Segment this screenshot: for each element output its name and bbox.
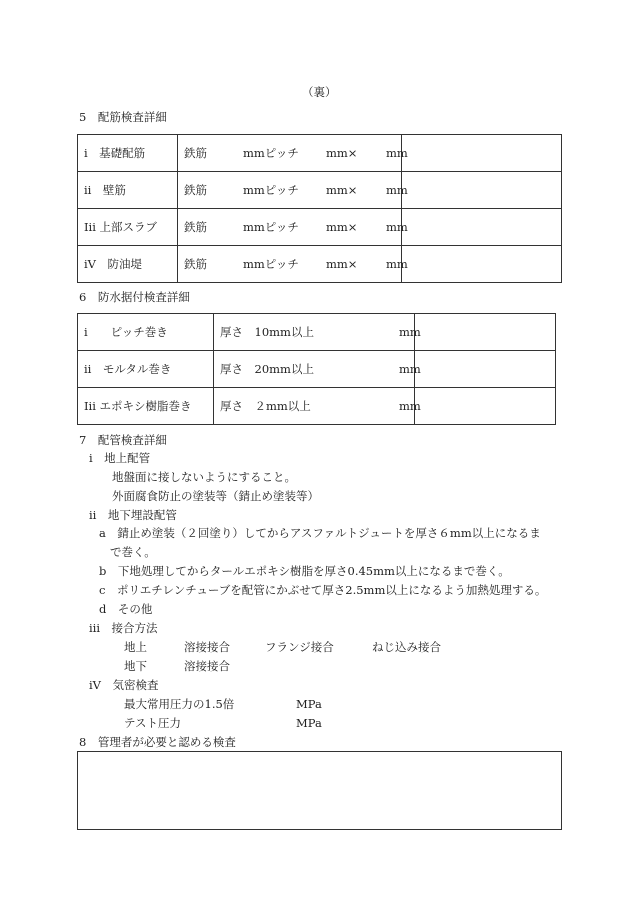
rebar-inspection-table [77,134,562,283]
remarks-cell[interactable] [402,209,562,246]
underground-item-a-cont: で巻く。 [110,545,156,559]
rebar-spec-cell[interactable]: 鉄筋 mmピッチ mm× mm [178,135,402,172]
remarks-cell[interactable] [402,172,562,209]
underground-piping-title: ⅱ 地下埋設配管 [89,508,177,522]
table-row [78,246,562,283]
thickness-spec-cell[interactable]: 厚さ ２mm以上 mm [214,388,415,425]
above-ground-note-1: 地盤面に接しないようにすること。 [112,470,296,484]
joint-method-title: ⅲ 接合方法 [89,621,158,635]
joint-below-label: 地下 [124,659,147,673]
table-row [78,135,562,172]
row-label: ⅰ ピッチ巻き [78,314,214,351]
table-row [78,314,556,351]
above-ground-piping-title: ⅰ 地上配管 [89,451,151,465]
above-ground-note-2: 外面腐食防止の塗装等（錆止め塗装等） [112,489,319,503]
row-label: Ⅰii 上部スラブ [78,209,178,246]
test-pressure-label: テスト圧力 [124,716,182,730]
row-label: ⅱ モルタル巻き [78,351,214,388]
underground-item-c: c ポリエチレンチューブを配管にかぶせて厚さ2.5mm以上になるよう加熱処理する。 [99,583,547,597]
remarks-cell[interactable] [402,246,562,283]
table-row [78,388,556,425]
row-label: ⅰ 基礎配筋 [78,135,178,172]
section-8-heading: 8 管理者が必要と認める検査 [79,735,236,749]
remarks-cell[interactable] [415,314,556,351]
rebar-spec-cell[interactable]: 鉄筋 mmピッチ mm× mm [178,246,402,283]
table-row [78,351,556,388]
max-pressure-label: 最大常用圧力の1.5倍 [124,697,235,711]
row-label: ⅱ 壁筋 [78,172,178,209]
section-6-heading: 6 防水据付検査詳細 [79,290,190,304]
joint-above-label: 地上 [124,640,147,654]
remarks-cell[interactable] [415,351,556,388]
joint-below-welded-option[interactable]: 溶接接合 [184,659,230,673]
row-label: Ⅰii エポキシ樹脂巻き [78,388,214,425]
table-row [78,172,562,209]
manager-inspection-box[interactable] [77,751,562,830]
airtight-test-title: ⅰV 気密検査 [89,678,159,692]
remarks-cell[interactable] [415,388,556,425]
joint-flange-option[interactable]: フランジ接合 [265,640,334,654]
joint-threaded-option[interactable]: ねじ込み接合 [372,640,441,654]
underground-item-a: a 錆止め塗装（２回塗り）してからアスファルトジュートを厚さ６mm以上になるま [99,526,541,540]
test-pressure-unit: MPa [296,716,322,730]
section-7-heading: 7 配管検査詳細 [79,433,167,447]
waterproof-inspection-table [77,313,556,425]
underground-item-b: b 下地処理してからタールエポキシ樹脂を厚さ0.45mm以上になるまで巻く。 [99,564,510,578]
section-5-heading: 5 配筋検査詳細 [79,110,167,124]
joint-welded-option[interactable]: 溶接接合 [184,640,230,654]
rebar-spec-cell[interactable]: 鉄筋 mmピッチ mm× mm [178,172,402,209]
rebar-spec-cell[interactable]: 鉄筋 mmピッチ mm× mm [178,209,402,246]
underground-item-d: d その他 [99,602,153,616]
thickness-spec-cell[interactable]: 厚さ 20mm以上 mm [214,351,415,388]
thickness-spec-cell[interactable]: 厚さ 10mm以上 mm [214,314,415,351]
max-pressure-unit: MPa [296,697,322,711]
page-title: （裏） [302,85,337,99]
row-label: ⅰV 防油堤 [78,246,178,283]
table-row [78,209,562,246]
remarks-cell[interactable] [402,135,562,172]
